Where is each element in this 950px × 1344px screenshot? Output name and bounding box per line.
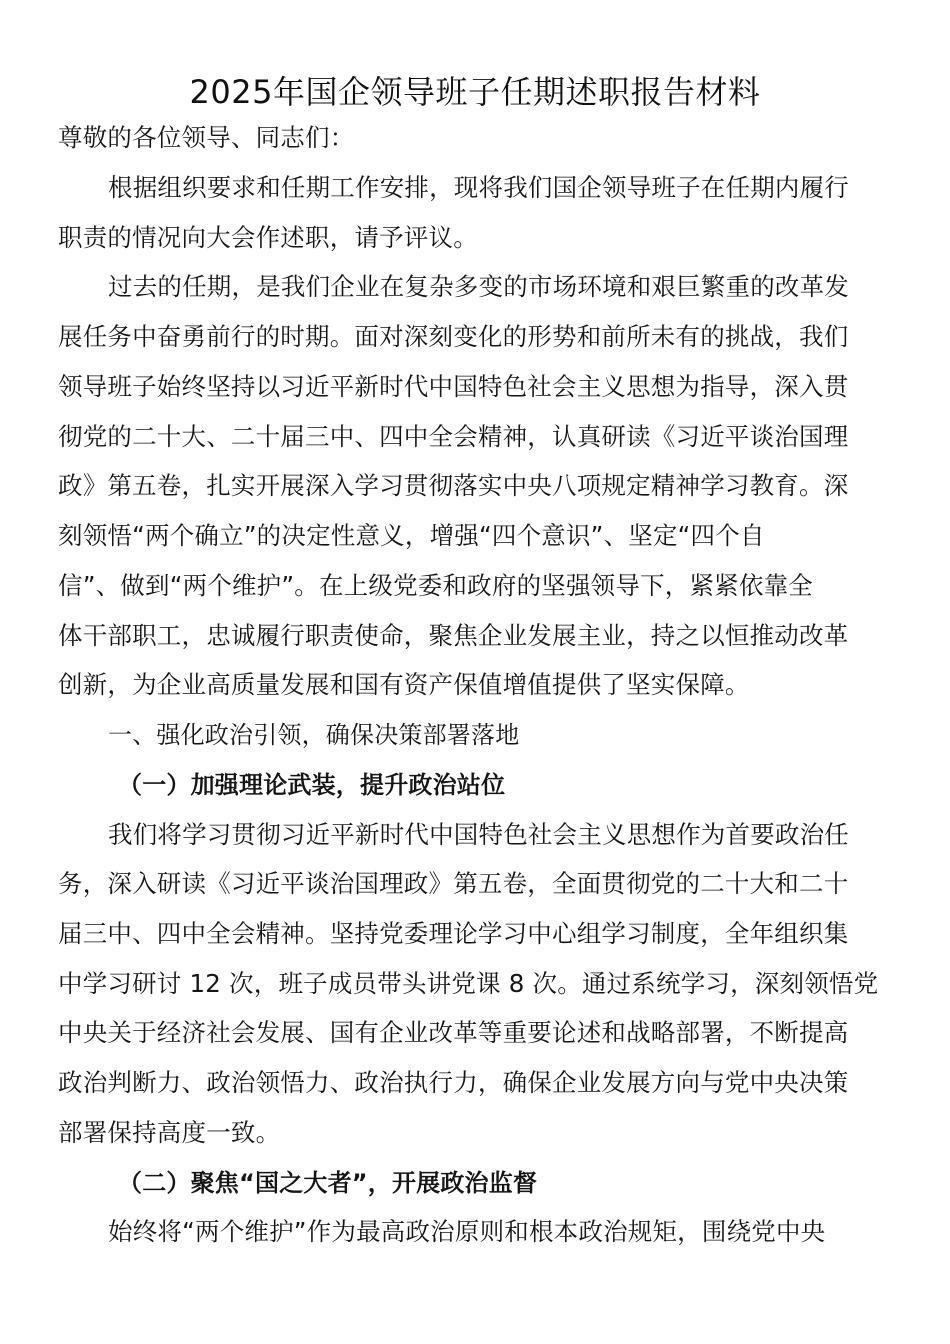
subsection-heading: （二）聚焦“国之大者”，开展政治监督: [118, 1169, 538, 1197]
document-title: 2025年国企领导班子任期述职报告材料: [189, 73, 761, 111]
paragraph-line: 始终将“两个维护”作为最高政治原则和根本政治规矩，围绕党中央: [108, 1217, 826, 1246]
paragraph-line: 政》第五卷，扎实开展深入学习贯彻落实中央八项规定精神学习教育。深: [58, 471, 849, 500]
paragraph-line: 中央关于经济社会发展、国有企业改革等重要论述和战略部署，不断提高: [58, 1018, 849, 1047]
paragraph-line: 展任务中奋勇前行的时期。面对深刻变化的形势和前所未有的挑战，我们: [58, 322, 849, 351]
paragraph-line: 务，深入研读《习近平谈治国理政》第五卷，全面贯彻党的二十大和二十: [58, 869, 849, 898]
paragraph-line: 根据组织要求和任期工作安排，现将我们国企领导班子在任期内履行: [108, 173, 849, 202]
paragraph-line: 领导班子始终坚持以习近平新时代中国特色社会主义思想为指导，深入贯: [58, 372, 849, 401]
paragraph-line: 刻领悟“两个确立”的决定性意义，增强“四个意识”、坚定“四个自: [58, 521, 765, 550]
paragraph-line: 过去的任期，是我们企业在复杂多变的市场环境和艰巨繁重的改革发: [108, 272, 849, 301]
subsection-heading: （一）加强理论武装，提升政治站位: [118, 771, 506, 799]
paragraph-line: 职责的情况向大会作述职，请予评议。: [58, 223, 478, 252]
paragraph-line: 中学习研讨 12 次，班子成员带头讲党课 8 次。通过系统学习，深刻领悟党: [58, 969, 879, 998]
paragraph-line: 届三中、四中全会精神。坚持党委理论学习中心组学习制度，全年组织集: [58, 919, 849, 948]
paragraph-line: 体干部职工，忠诚履行职责使命，聚焦企业发展主业，持之以恒推动改革: [58, 621, 849, 650]
paragraph-line: 我们将学习贯彻习近平新时代中国特色社会主义思想作为首要政治任: [108, 820, 849, 849]
paragraph-line: 彻党的二十大、二十届三中、四中全会精神，认真研读《习近平谈治国理: [58, 422, 849, 451]
paragraph-line: 部署保持高度一致。: [58, 1118, 281, 1147]
paragraph-line: 信”、做到“两个维护”。在上级党委和政府的坚强领导下，紧紧依靠全: [58, 571, 813, 600]
salutation: 尊敬的各位领导、同志们：: [58, 123, 355, 152]
paragraph-line: 政治判断力、政治领悟力、政治执行力，确保企业发展方向与党中央决策: [58, 1068, 849, 1097]
section-heading: 一、强化政治引领，确保决策部署落地: [108, 721, 520, 749]
paragraph-line: 创新，为企业高质量发展和国有资产保值增值提供了坚实保障。: [58, 670, 750, 699]
